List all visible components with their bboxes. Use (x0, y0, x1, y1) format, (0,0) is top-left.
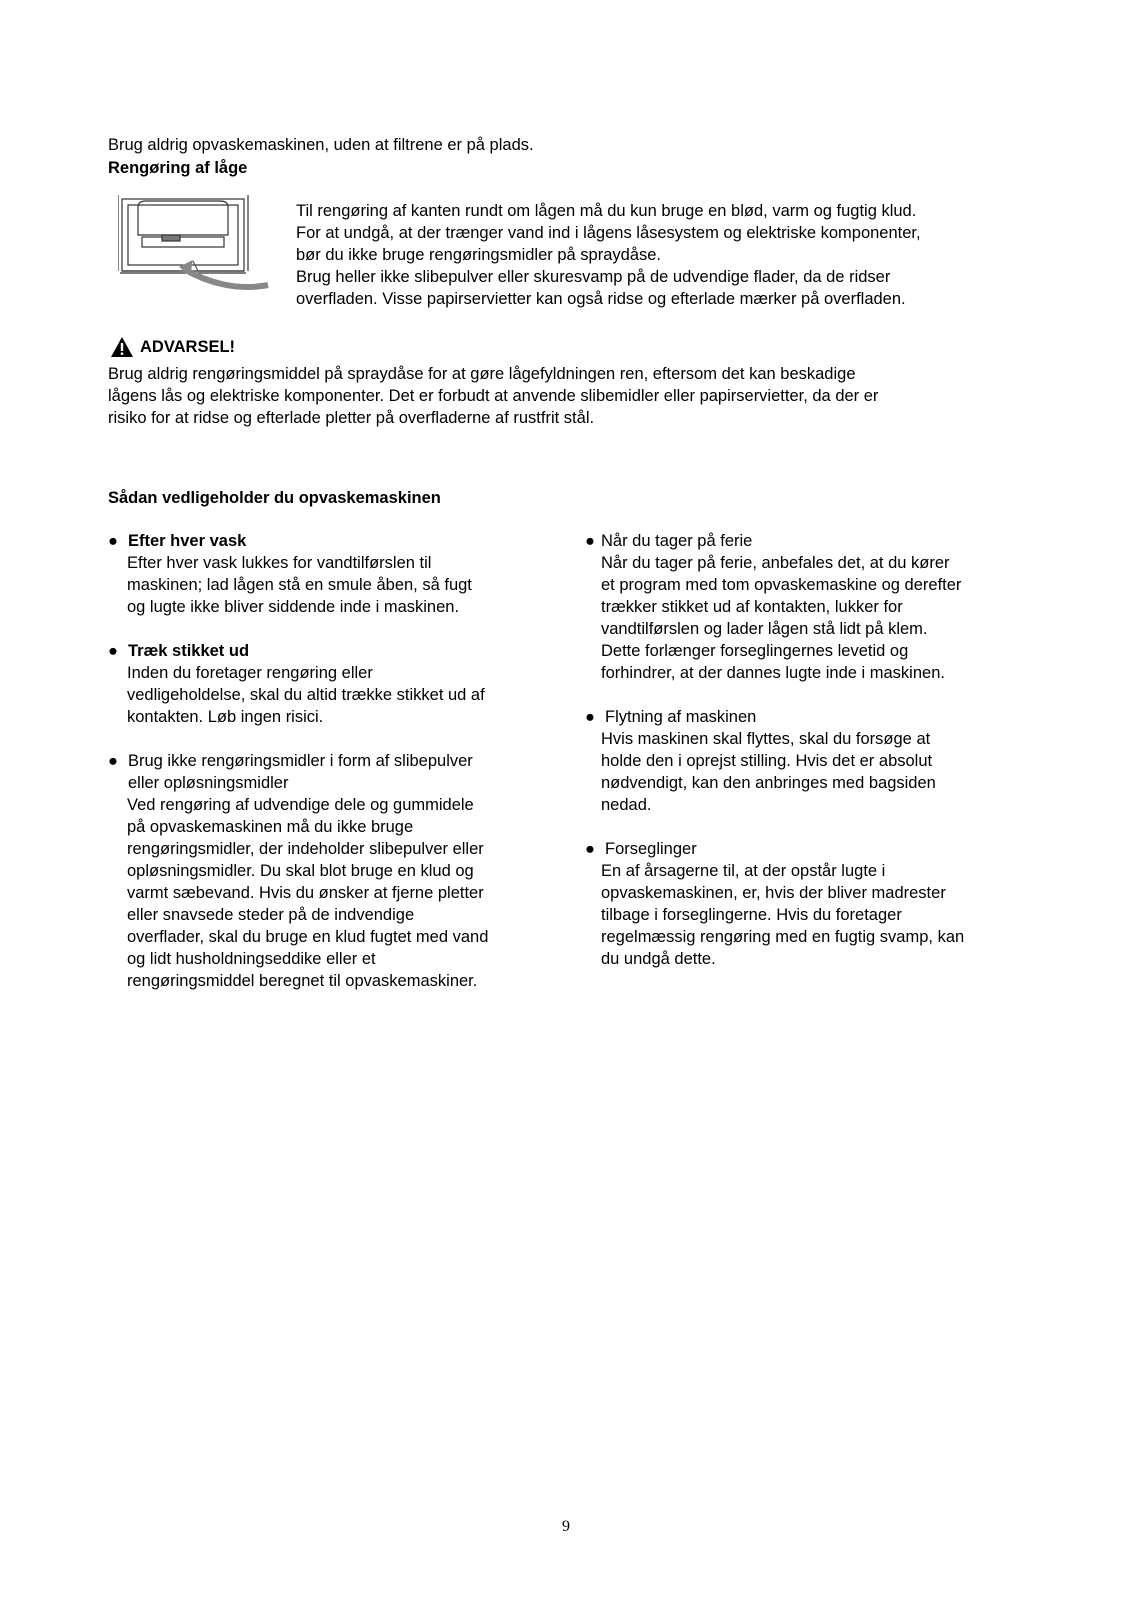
item-text-line: opløsningsmidler. Du skal blot bruge en klud og (127, 862, 474, 880)
bullet: ● (585, 708, 595, 726)
door-cleaning-text (296, 200, 1096, 310)
list-item (585, 706, 1055, 816)
warning-label: ADVARSEL! (140, 337, 236, 356)
list-item (108, 750, 578, 992)
item-text-line: forhindrer, at der dannes lugte inde i maskinen. (601, 664, 945, 682)
item-text-line: holde den i oprejst stilling. Hvis det er absolut (601, 752, 933, 770)
item-text-line: på opvaskemaskinen må du ikke bruge (127, 818, 414, 836)
intro-text: Brug aldrig opvaskemaskinen, uden at filtrene er på plads. (108, 136, 534, 154)
bullet: ● (108, 752, 118, 770)
item-text-line: overflader, skal du bruge en klud fugtet med vand (127, 928, 489, 946)
list-item (108, 640, 578, 728)
warning-text-line: lågens lås og elektriske komponenter. Det er forbudt at anvende slibemidler eller papirservietter, da der er (108, 387, 879, 405)
item-text-line: du undgå dette. (601, 950, 716, 968)
item-text-line: Når du tager på ferie, anbefales det, at du kører (601, 554, 950, 572)
warning-triangle-icon (110, 336, 134, 358)
bullet: ● (585, 840, 595, 858)
item-text-line: Inden du foretager rengøring eller (127, 664, 373, 682)
dishwasher-door-illustration (118, 195, 278, 300)
item-text-line: vandtilførslen og lader lågen stå lidt på klem. (601, 620, 928, 638)
door-text-line: Brug heller ikke slibepulver eller skuresvamp på de udvendige flader, da de ridser (296, 268, 891, 286)
item-text-line: eller snavsede steder på de indvendige (127, 906, 415, 924)
warning-text (108, 363, 1028, 429)
item-text-line: Efter hver vask lukkes for vandtilførslen til (127, 554, 432, 572)
item-text-line: En af årsagerne til, at der opstår lugte i (601, 862, 886, 880)
list-item (585, 838, 1055, 970)
item-text-line: Hvis maskinen skal flyttes, skal du forsøge at (601, 730, 931, 748)
item-text-line: trækker stikket ud af kontakten, lukker for (601, 598, 903, 616)
maintenance-right-column (585, 530, 1055, 992)
bullet: ● (108, 642, 118, 660)
item-text-line: vedligeholdelse, skal du altid trække stikket ud af (127, 686, 485, 704)
warning-text-line: Brug aldrig rengøringsmiddel på spraydåse for at gøre lågefyldningen ren, eftersom det kan beskadige (108, 365, 856, 383)
list-item (585, 530, 1055, 684)
item-text-line: nødvendigt, kan den anbringes med bagsiden (601, 774, 936, 792)
item-text-line: kontakten. Løb ingen risici. (127, 708, 324, 726)
item-text-line: tilbage i forseglingerne. Hvis du foretager (601, 906, 902, 924)
maintenance-left-column (108, 530, 578, 1014)
warning-text-line: risiko for at ridse og efterlade pletter på overfladerne af rustfrit stål. (108, 409, 595, 427)
door-text-line: bør du ikke bruge rengøringsmidler på spraydåse. (296, 246, 662, 264)
item-text-line: og lugte ikke bliver siddende inde i maskinen. (127, 598, 460, 616)
warning-heading (110, 336, 235, 358)
item-title-continued: eller opløsningsmidler (128, 774, 289, 792)
door-text-line: Til rengøring af kanten rundt om lågen må du kun bruge en blød, varm og fugtig klud. (296, 202, 917, 220)
item-text-line: et program med tom opvaskemaskine og derefter (601, 576, 962, 594)
door-text-line: For at undgå, at der trænger vand ind i lågens låsesystem og elektriske komponenter, (296, 224, 921, 242)
item-text-line: rengøringsmidler, der indeholder slibepulver eller (127, 840, 484, 858)
item-title: Træk stikket ud (128, 642, 250, 660)
item-title: Forseglinger (605, 840, 697, 858)
list-item (108, 530, 578, 618)
door-text-line: overfladen. Visse papirservietter kan også ridse og efterlade mærker på overfladen. (296, 290, 906, 308)
item-text-line: Dette forlænger forseglingernes levetid og (601, 642, 909, 660)
maintenance-heading: Sådan vedligeholder du opvaskemaskinen (108, 489, 441, 507)
item-text-line: og lidt husholdningseddike eller et (127, 950, 376, 968)
item-title: Efter hver vask (128, 532, 247, 550)
bullet: ● (108, 532, 118, 550)
item-text-line: regelmæssig rengøring med en fugtig svamp, kan (601, 928, 965, 946)
item-text-line: varmt sæbevand. Hvis du ønsker at fjerne pletter (127, 884, 484, 902)
item-text-line: nedad. (601, 796, 652, 814)
door-cleaning-heading: Rengøring af låge (108, 159, 248, 177)
item-title: Brug ikke rengøringsmidler i form af slibepulver (128, 752, 473, 770)
item-text-line: Ved rengøring af udvendige dele og gummidele (127, 796, 474, 814)
item-text-line: opvaskemaskinen, er, hvis der bliver madrester (601, 884, 946, 902)
item-text-line: maskinen; lad lågen stå en smule åben, så fugt (127, 576, 472, 594)
item-text-line: rengøringsmiddel beregnet til opvaskemaskiner. (127, 972, 478, 990)
page-number: 9 (562, 1518, 570, 1535)
bullet: ● (585, 532, 595, 550)
item-title: Flytning af maskinen (605, 708, 757, 726)
item-title: Når du tager på ferie (601, 532, 753, 550)
